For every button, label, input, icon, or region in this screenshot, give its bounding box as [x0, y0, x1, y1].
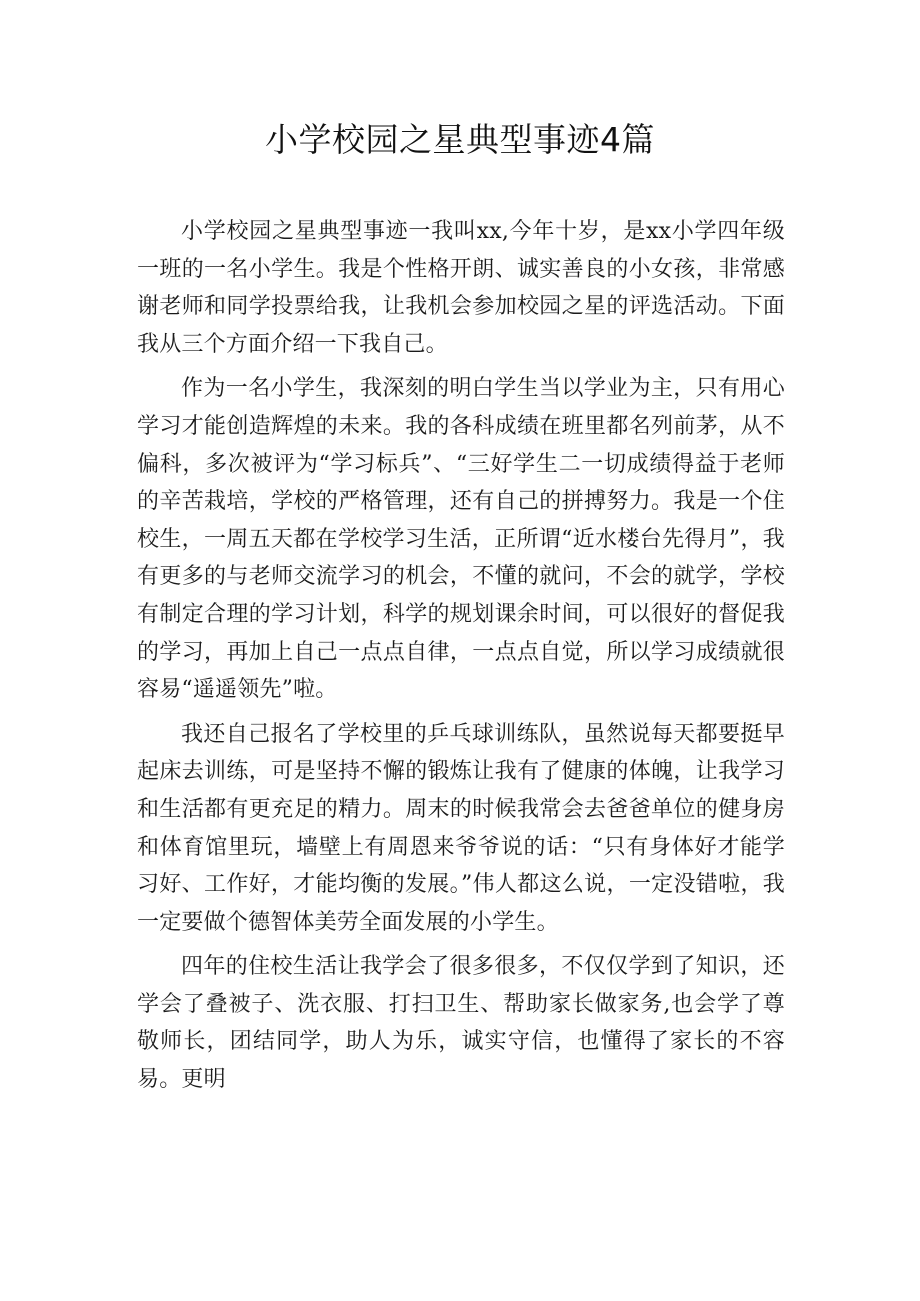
document-title: 小学校园之星典型事迹4篇	[265, 120, 655, 159]
paragraph-boarding: 四年的住校生活让我学会了很多很多，不仅仅学到了知识，还学会了叠被子、洗衣服、打扫卫生、帮助家长做家务,也会学了尊敬师长，团结同学，助人为乐，诚实守信，也懂得了家长的不容易。更明	[137, 954, 785, 1093]
paragraph-study: 作为一名小学生，我深刻的明白学生当以学业为主，只有用心学习才能创造辉煌的未来。我的各科成绩在班里都名列前茅，从不偏科，多次被评为“学习标兵”、“三好学生二一切成绩得益于老师的辛苦栽培，学校的严格管理，还有自己的拼搏努力。我是一个住校生，一周五天都在学校学习生活，正所谓“近水楼台先得月”，我有更多的与老师交流学习的机会，不懂的就问，不会的就学，学校有制定合理的学习计划，科学的规划课余时间，可以很好的督促我的学习，再加上自己一点点自律，一点点自觉，所以学习成绩就很容易“遥遥领先”啦。	[137, 376, 785, 703]
document-body	[137, 213, 785, 1106]
paragraph-intro: 小学校园之星典型事迹一我叫xx,今年十岁，是xx小学四年级一班的一名小学生。我是个性格开朗、诚实善良的小女孩，非常感谢老师和同学投票给我，让我机会参加校园之星的评选活动。下面我从三个方面介绍一下我自己。	[137, 219, 785, 357]
paragraph-sports: 我还自己报名了学校里的乒乓球训练队，虽然说每天都要挺早起床去训练，可是坚持不懈的锻炼让我有了健康的体魄，让我学习和生活都有更充足的精力。周末的时候我常会去爸爸单位的健身房和体育馆里玩，墙壁上有周恩来爷爷说的话：“只有身体好才能学习好、工作好，才能均衡的发展。”伟人都这么说，一定没错啦，我一定要做个德智体美劳全面发展的小学生。	[137, 721, 785, 935]
